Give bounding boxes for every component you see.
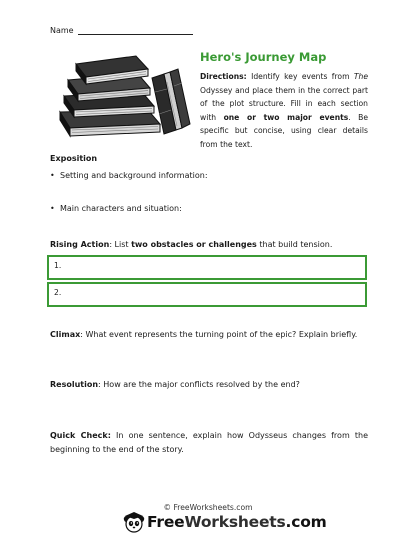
logo-com-text: .com bbox=[285, 513, 327, 531]
directions-paragraph bbox=[200, 70, 368, 152]
panda-icon bbox=[122, 511, 146, 533]
rising-action-bold-phrase: two obstacles or challenges bbox=[131, 240, 257, 249]
directions-bold-phrase: one or two major events bbox=[223, 112, 349, 122]
quick-check-text: In one sentence, explain how Odysseus changes from the beginning to the end of the story. bbox=[50, 431, 368, 454]
exposition-heading: Exposition bbox=[50, 154, 98, 163]
bullet-icon: • bbox=[50, 171, 55, 180]
rising-action-text-1: : List bbox=[109, 240, 132, 249]
directions-text-2: Odyssey and place them in the correct part of the plot structure. Fill in each section with bbox=[200, 85, 368, 122]
logo-worksheets-text: Worksheets bbox=[184, 513, 286, 531]
books-icon bbox=[56, 52, 196, 138]
obstacle-answer-box-2[interactable] bbox=[47, 282, 367, 307]
rising-action-heading: Rising Action bbox=[50, 240, 110, 249]
quick-check-heading: Quick Check: bbox=[50, 431, 111, 440]
rising-action-text-2: that build tension. bbox=[256, 240, 333, 249]
resolution-heading: Resolution bbox=[50, 380, 99, 389]
exposition-bullet-characters bbox=[50, 204, 182, 213]
directions-text-1: Identify key events from bbox=[246, 72, 354, 81]
resolution-prompt bbox=[50, 378, 368, 392]
resolution-text: : How are the major conflicts resolved by the end? bbox=[98, 380, 300, 389]
name-field-row bbox=[50, 26, 193, 35]
bullet-text: Main characters and situation: bbox=[60, 204, 182, 213]
name-input-line[interactable] bbox=[78, 26, 193, 35]
name-label: Name bbox=[50, 26, 74, 35]
footer-copyright: © FreeWorksheets.com bbox=[163, 503, 253, 512]
box-number: 2. bbox=[54, 288, 62, 297]
directions-text-3: . Be specific but concise, using clear details from the text. bbox=[200, 112, 368, 149]
obstacle-answer-box-1[interactable] bbox=[47, 255, 367, 280]
climax-prompt bbox=[50, 328, 368, 342]
quick-check-prompt bbox=[50, 429, 368, 456]
bullet-text: Setting and background information: bbox=[60, 171, 208, 180]
directions-label: Directions: bbox=[200, 72, 247, 81]
exposition-bullet-setting bbox=[50, 171, 208, 180]
box-number: 1. bbox=[54, 261, 62, 270]
logo-free-text: Free bbox=[147, 513, 185, 531]
climax-heading: Climax bbox=[50, 330, 81, 339]
rising-action-prompt bbox=[50, 238, 368, 252]
page-title: Hero's Journey Map bbox=[200, 50, 327, 64]
directions-book-title: The bbox=[353, 72, 368, 81]
climax-text: : What event represents the turning point of the epic? Explain briefly. bbox=[80, 330, 358, 339]
bullet-icon: • bbox=[50, 204, 55, 213]
freeworksheets-logo bbox=[122, 511, 327, 533]
